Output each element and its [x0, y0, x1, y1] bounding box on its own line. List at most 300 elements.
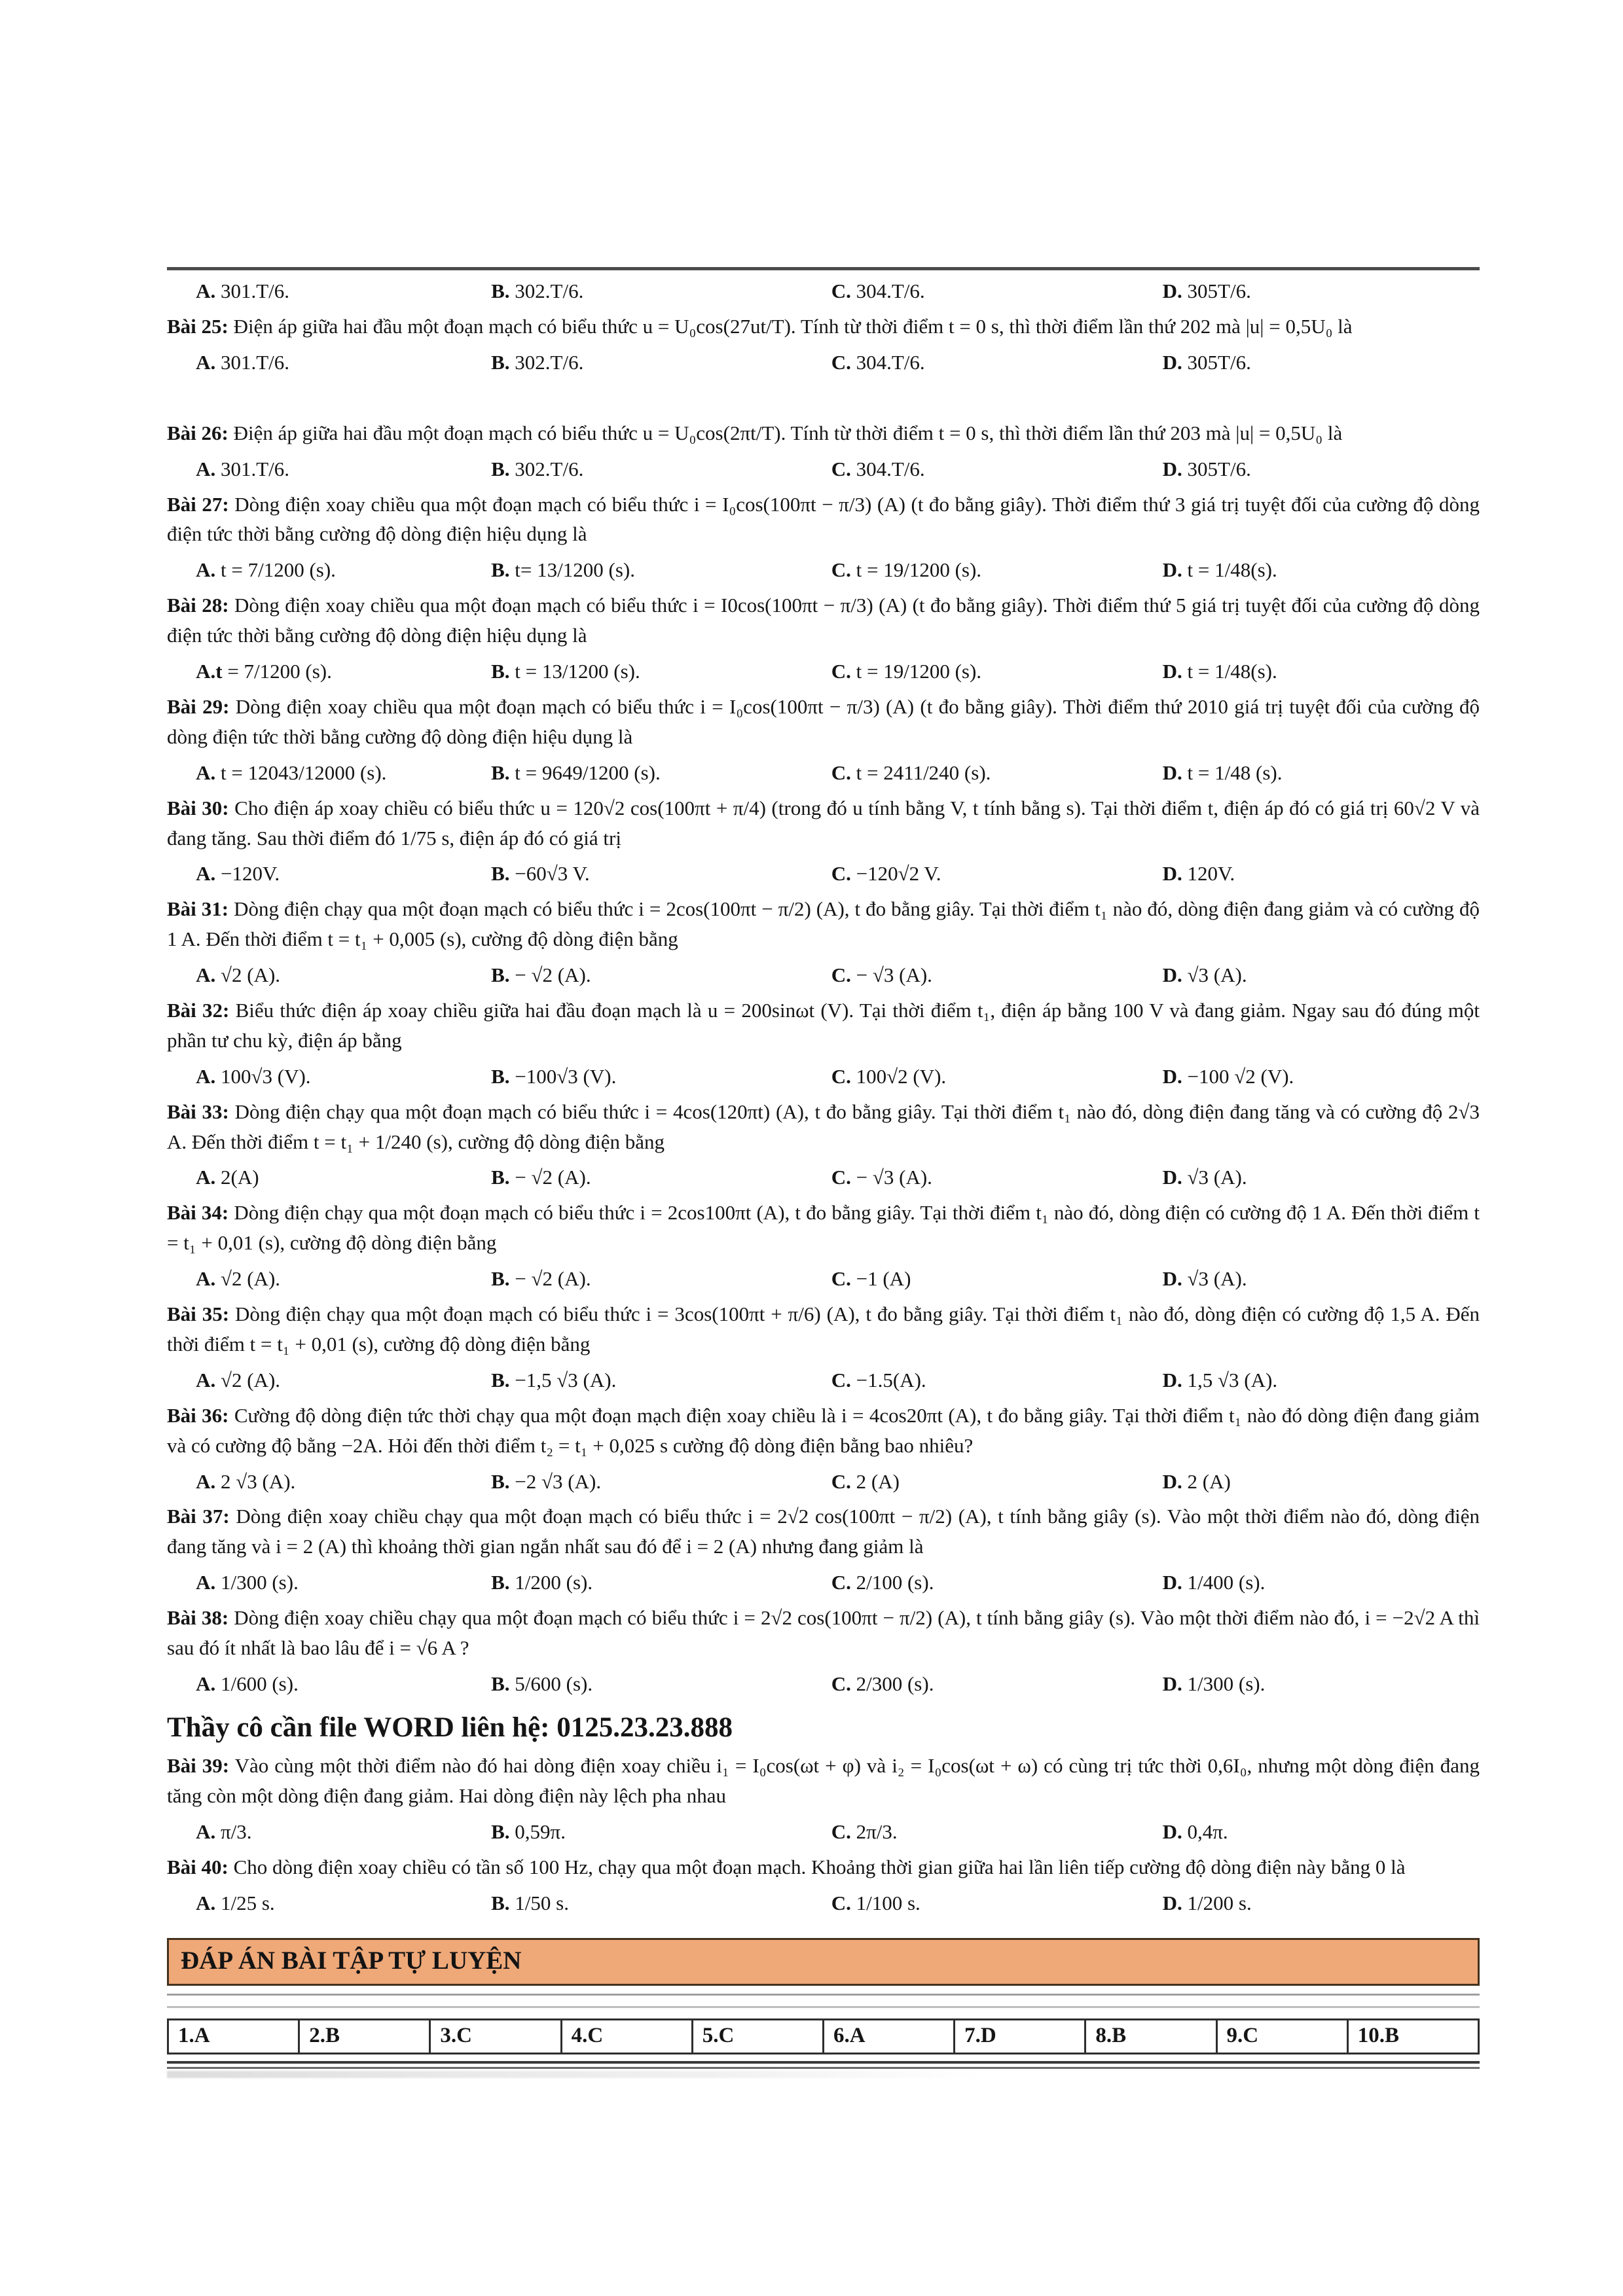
answer-options-row: [167, 1889, 1480, 1918]
option-b: [491, 1818, 831, 1847]
question-paragraph: [167, 793, 1480, 853]
option-text: 302.T/6.: [515, 457, 584, 480]
answer-options-row: [167, 1568, 1480, 1598]
option-text: √3 (A).: [1187, 1267, 1247, 1291]
question-text: Cho điện áp xoay chiều có biểu thức u = 120√2 cos(100πt + π/4) (trong đó u tính bằng V, t tính bằng s). Tại thời điểm t, điện áp đó có giá trị 60√2 V và đang tăng. Sau thời điểm đó 1/75 s, điện áp đó có giá trị: [167, 796, 1480, 850]
answer-options-row: [167, 1163, 1480, 1193]
option-text: −100 √2 (V).: [1187, 1064, 1294, 1088]
option-letter: C.: [831, 1571, 851, 1594]
question-block: [167, 1299, 1480, 1395]
option-text: 1,5 √3 (A).: [1187, 1368, 1278, 1391]
option-a: [196, 1265, 491, 1294]
option-c: [831, 1163, 1163, 1193]
question-text: Điện áp giữa hai đầu một đoạn mạch có biểu thức u = U₀cos(27ut/T). Tính từ thời điểm t = 0 s, thì thời điểm lần thứ 202 mà |u| = 0,5U₀ là: [233, 314, 1353, 338]
table-top-artifact-line: [167, 2006, 1480, 2008]
option-d: [1163, 348, 1451, 378]
option-c: [831, 277, 1163, 306]
answer-cell: 6.A: [823, 2019, 954, 2053]
question-text: Dòng điện xoay chiều qua một đoạn mạch có biểu thức i = I0cos(100πt − π/3) (A) (t đo bằng giây). Thời điểm thứ 5 giá trị tuyệt đối của cường độ dòng điện tức thời bằng cường độ dòng điện hiệu dụng là: [167, 594, 1480, 647]
questions-list-25-38: [167, 312, 1480, 1699]
option-text: 301.T/6.: [221, 457, 290, 480]
option-letter: A.: [196, 1368, 216, 1391]
answer-cell: 5.C: [692, 2019, 823, 2053]
option-c: [831, 556, 1163, 585]
option-text: 2/100 (s).: [856, 1571, 934, 1594]
option-letter: B.: [491, 1672, 510, 1695]
option-letter: A.: [196, 1064, 216, 1088]
option-letter: C.: [831, 1672, 851, 1695]
option-text: √2 (A).: [221, 1267, 281, 1291]
option-text: 1/100 s.: [856, 1891, 921, 1914]
answer-options-row: [167, 1062, 1480, 1092]
option-letter: D.: [1162, 1267, 1182, 1291]
answer-options-row: [167, 1265, 1480, 1294]
question-paragraph: [167, 1198, 1480, 1258]
option-letter: A.: [196, 761, 216, 784]
option-c: [831, 1467, 1163, 1497]
option-letter: A.t: [196, 660, 223, 683]
option-letter: D.: [1162, 1166, 1182, 1189]
option-c: [831, 759, 1163, 788]
option-a: [196, 1163, 491, 1193]
banner-shadow-line: [167, 1994, 1480, 1996]
option-a: [196, 1366, 491, 1395]
option-letter: C.: [831, 1820, 851, 1844]
option-text: −1,5 √3 (A).: [515, 1368, 617, 1391]
option-letter: B.: [491, 558, 510, 582]
option-text: 1/200 s.: [1187, 1891, 1252, 1914]
option-text: 120V.: [1187, 862, 1235, 886]
option-letter: A.: [196, 1571, 216, 1594]
answer-cell: 7.D: [955, 2019, 1085, 2053]
option-letter: D.: [1162, 1571, 1182, 1594]
option-letter: B.: [491, 1064, 510, 1088]
answer-options-row: [167, 759, 1480, 788]
question-text: Dòng điện xoay chiều chạy qua một đoạn mạch có biểu thức i = 2√2 cos(100πt − π/2) (A), t tính bằng giây (s). Vào một thời điểm nào đó, dòng điện đang tăng và i = 2 (A) thì khoảng thời gian ngắn nhất sau đó để i = 2 (A) nhưng đang giảm là: [167, 1505, 1480, 1558]
option-text: 1/50 s.: [515, 1891, 569, 1914]
option-b: [491, 961, 831, 990]
option-text: −1 (A): [856, 1267, 911, 1291]
option-text: 301.T/6.: [221, 279, 290, 302]
worksheet-page: [167, 267, 1480, 2078]
question-block: [167, 1852, 1480, 1918]
question-block: [167, 1198, 1480, 1294]
option-letter: C.: [831, 1064, 851, 1088]
option-a: [196, 759, 491, 788]
option-text: t = 19/1200 (s).: [856, 558, 982, 582]
question-block: [167, 793, 1480, 889]
question-number: Bài 37:: [167, 1505, 230, 1528]
option-text: 1/300 (s).: [1187, 1672, 1266, 1695]
option-b: [491, 1467, 831, 1497]
question-block: [167, 996, 1480, 1092]
question-block: [167, 1501, 1480, 1598]
option-text: 305T/6.: [1187, 457, 1251, 480]
option-letter: C.: [831, 1469, 851, 1493]
option-letter: C.: [831, 1166, 851, 1189]
answer-cell: 10.B: [1347, 2019, 1478, 2053]
option-d: [1163, 1265, 1451, 1294]
option-text: t = 2411/240 (s).: [856, 761, 991, 784]
question-text: Biểu thức điện áp xoay chiều giữa hai đầu đoạn mạch là u = 200sinωt (V). Tại thời điểm t₁, điện áp bằng 100 V và đang giảm. Ngay sau đó đúng một phần tư chu kỳ, điện áp bằng: [167, 999, 1480, 1052]
option-a: [196, 961, 491, 990]
option-letter: C.: [831, 1368, 851, 1391]
answer-cell: 1.A: [168, 2019, 299, 2053]
option-letter: D.: [1162, 1064, 1182, 1088]
option-a: [196, 348, 491, 378]
option-text: 301.T/6.: [221, 350, 290, 374]
question-block: [167, 894, 1480, 990]
option-c: [831, 1265, 1163, 1294]
option-c: [831, 1670, 1163, 1699]
option-letter: B.: [491, 761, 510, 784]
option-letter: A.: [196, 862, 216, 886]
option-d: [1163, 1818, 1451, 1847]
option-text: − √2 (A).: [515, 963, 591, 987]
option-c: [831, 657, 1163, 687]
option-text: 2 (A): [1187, 1469, 1231, 1493]
question-block: [167, 312, 1480, 378]
question-number: Bài 30:: [167, 796, 229, 819]
option-d: [1163, 1062, 1451, 1092]
option-text: √3 (A).: [1187, 963, 1247, 987]
option-c: [831, 1062, 1163, 1092]
question-number: Bài 28:: [167, 594, 229, 617]
option-d: [1163, 455, 1451, 484]
question-text: Dòng điện chạy qua một đoạn mạch có biểu thức i = 3cos(100πt + π/6) (A), t đo bằng giây. Tại thời điểm t₁ nào đó, dòng điện có cường độ 1,5 A. Đến thời điểm t = t₁ + 0,01 (s), cường độ dòng điện bằng: [167, 1302, 1480, 1355]
option-text: t = 19/1200 (s).: [856, 660, 982, 683]
option-text: t = 1/48(s).: [1187, 558, 1277, 582]
question-block: [167, 590, 1480, 687]
option-text: −120√2 V.: [856, 862, 941, 886]
option-d: [1163, 1568, 1451, 1598]
question-paragraph: [167, 894, 1480, 954]
question-block: [167, 1603, 1480, 1699]
option-text: 100√3 (V).: [221, 1064, 311, 1088]
option-letter: B.: [491, 1166, 510, 1189]
answer-key-banner-title: ĐÁP ÁN BÀI TẬP TỰ LUYỆN: [181, 1946, 522, 1975]
option-letter: D.: [1162, 660, 1182, 683]
answer-options-row: [167, 961, 1480, 990]
option-text: 5/600 (s).: [515, 1672, 593, 1695]
option-text: t = 1/48(s).: [1187, 660, 1277, 683]
option-letter: D.: [1162, 279, 1182, 302]
option-text: −100√3 (V).: [515, 1064, 617, 1088]
answer-options-row: [167, 1467, 1480, 1497]
option-text: 1/300 (s).: [221, 1571, 299, 1594]
answer-options-row: [167, 859, 1480, 889]
question-number: Bài 27:: [167, 492, 229, 516]
option-letter: C.: [831, 350, 851, 374]
option-letter: A.: [196, 963, 216, 987]
option-b: [491, 556, 831, 585]
question-text: Dòng điện chạy qua một đoạn mạch có biểu thức i = 2cos(100πt − π/2) (A), t đo bằng giây. Tại thời điểm t₁ nào đó, dòng điện đang giảm và có cường độ 1 A. Đến thời điểm t = t₁ + 0,005 (s), cường độ dòng điện bằng: [167, 897, 1480, 951]
bottom-divider: [167, 2061, 1480, 2069]
question-block: [167, 1097, 1480, 1193]
option-letter: A.: [196, 350, 216, 374]
option-b: [491, 277, 831, 306]
option-a: [196, 1818, 491, 1847]
option-letter: D.: [1162, 963, 1182, 987]
option-text: −60√3 V.: [515, 862, 590, 886]
option-letter: D.: [1162, 1368, 1182, 1391]
answer-options-row: [167, 455, 1480, 484]
option-text: π/3.: [221, 1820, 252, 1844]
option-text: − √3 (A).: [856, 963, 932, 987]
question-number: Bài 32:: [167, 999, 230, 1022]
question-text: Dòng điện xoay chiều qua một đoạn mạch có biểu thức i = I₀cos(100πt − π/3) (A) (t đo bằng giây). Thời điểm thứ 3 giá trị tuyệt đối của cường độ dòng điện tức thời bằng cường độ dòng điện hiệu dụng là: [167, 492, 1480, 546]
option-letter: C.: [831, 279, 851, 302]
answer-cell: 3.C: [430, 2019, 561, 2053]
option-letter: C.: [831, 1891, 851, 1914]
question-number: Bài 25:: [167, 314, 228, 338]
option-b: [491, 1568, 831, 1598]
question-paragraph: [167, 312, 1480, 342]
word-file-contact-notice: Thầy cô cần file WORD liên hệ: 0125.23.23.888: [167, 1712, 733, 1743]
answer-cell: 9.C: [1216, 2019, 1347, 2053]
question-block: [167, 490, 1480, 586]
option-text: − √2 (A).: [515, 1166, 591, 1189]
option-letter: B.: [491, 1820, 510, 1844]
option-c: [831, 961, 1163, 990]
option-text: 2(A): [221, 1166, 259, 1189]
option-a: [196, 1062, 491, 1092]
option-letter: B.: [491, 1571, 510, 1594]
option-letter: B.: [491, 279, 510, 302]
option-text: t = 7/1200 (s).: [221, 558, 336, 582]
option-d: [1163, 961, 1451, 990]
option-letter: C.: [831, 963, 851, 987]
option-d: [1163, 657, 1451, 687]
option-a: [196, 556, 491, 585]
option-letter: D.: [1162, 558, 1182, 582]
option-letter: B.: [491, 660, 510, 683]
option-letter: B.: [491, 1368, 510, 1391]
question-number: Bài 39:: [167, 1754, 230, 1778]
option-text: t = 9649/1200 (s).: [515, 761, 661, 784]
option-text: √3 (A).: [1187, 1166, 1247, 1189]
option-c: [831, 859, 1163, 889]
question-number: Bài 29:: [167, 694, 230, 718]
option-d: [1163, 859, 1451, 889]
option-text: t = 12043/12000 (s).: [221, 761, 387, 784]
option-d: [1163, 1670, 1451, 1699]
option-text: 0,4π.: [1187, 1820, 1228, 1844]
option-letter: C.: [831, 761, 851, 784]
option-letter: B.: [491, 963, 510, 987]
option-text: −120V.: [221, 862, 280, 886]
question-number: Bài 31:: [167, 897, 229, 921]
option-b: [491, 348, 831, 378]
question-block: [167, 418, 1480, 484]
option-text: 302.T/6.: [515, 279, 584, 302]
option-b: [491, 455, 831, 484]
question-number: Bài 34:: [167, 1201, 229, 1225]
option-text: 2 √3 (A).: [221, 1469, 296, 1493]
option-d: [1163, 277, 1451, 306]
option-a: [196, 1889, 491, 1918]
option-letter: B.: [491, 1267, 510, 1291]
question-text: Dòng điện xoay chiều chạy qua một đoạn mạch có biểu thức i = 2√2 cos(100πt − π/2) (A), t tính bằng giây (s). Vào một thời điểm nào đó, i = −2√2 A thì sau đó ít nhất là bao lâu để i = √6 A ?: [167, 1606, 1480, 1659]
answer-options-row: [167, 1818, 1480, 1847]
option-c: [831, 1568, 1163, 1598]
option-letter: D.: [1162, 862, 1182, 886]
question-paragraph: [167, 1751, 1480, 1811]
question-number: Bài 35:: [167, 1302, 230, 1326]
option-c: [831, 1818, 1163, 1847]
option-text: − √3 (A).: [856, 1166, 932, 1189]
option-d: [1163, 1366, 1451, 1395]
option-text: 2π/3.: [856, 1820, 898, 1844]
question-text: Cho dòng điện xoay chiều có tần số 100 Hz, chạy qua một đoạn mạch. Khoảng thời gian giữa hai lần liên tiếp cường độ dòng điện này bằng 0 là: [233, 1856, 1406, 1879]
cropped-next-row-remnant: [167, 2071, 981, 2078]
option-letter: A.: [196, 457, 216, 480]
option-letter: A.: [196, 1469, 216, 1493]
answer-options-row: [167, 657, 1480, 687]
option-text: −2 √3 (A).: [515, 1469, 602, 1493]
option-b: [491, 759, 831, 788]
option-letter: A.: [196, 1820, 216, 1844]
option-b: [491, 1265, 831, 1294]
question-text: Cường độ dòng điện tức thời chạy qua một đoạn mạch điện xoay chiều là i = 4cos20πt (A), t đo bằng giây. Tại thời điểm t₁ nào đó dòng điện đang giảm và có cường độ bằng −2A. Hỏi đến thời điểm t₂ = t₁ + 0,025 s cường độ dòng điện bằng bao nhiêu?: [167, 1403, 1480, 1457]
option-a: [196, 859, 491, 889]
option-c: [831, 455, 1163, 484]
option-text: 0,59π.: [515, 1820, 566, 1844]
option-text: 1/400 (s).: [1187, 1571, 1266, 1594]
option-text: 304.T/6.: [856, 279, 925, 302]
option-text: t = 1/48 (s).: [1187, 761, 1283, 784]
answer-key-banner: [167, 1938, 1480, 1986]
option-text: 304.T/6.: [856, 457, 925, 480]
option-letter: B.: [491, 457, 510, 480]
option-letter: D.: [1162, 761, 1182, 784]
question-paragraph: [167, 490, 1480, 550]
option-d: [1163, 1467, 1451, 1497]
question-paragraph: [167, 692, 1480, 752]
option-text: 1/25 s.: [221, 1891, 275, 1914]
option-text: t = 13/1200 (s).: [515, 660, 640, 683]
question-number: Bài 40:: [167, 1856, 228, 1879]
option-letter: B.: [491, 862, 510, 886]
option-text: −1.5(A).: [856, 1368, 926, 1391]
option-a: [196, 277, 491, 306]
option-text: 2 (A): [856, 1469, 900, 1493]
option-d: [1163, 1163, 1451, 1193]
option-b: [491, 1889, 831, 1918]
question-text: Dòng điện xoay chiều qua một đoạn mạch có biểu thức i = I₀cos(100πt − π/3) (A) (t đo bằng giây). Thời điểm thứ 2010 giá trị tuyệt đối của cường độ dòng điện tức thời bằng cường độ dòng điện hiệu dụng là: [167, 694, 1480, 748]
option-letter: C.: [831, 558, 851, 582]
option-letter: D.: [1162, 1820, 1182, 1844]
option-text: 100√2 (V).: [856, 1064, 947, 1088]
option-a: [196, 455, 491, 484]
option-letter: A.: [196, 1267, 216, 1291]
option-text: 2/300 (s).: [856, 1672, 934, 1695]
option-text: √2 (A).: [221, 963, 281, 987]
option-c: [831, 348, 1163, 378]
option-text: 1/600 (s).: [221, 1672, 299, 1695]
previous-question-options-row: [167, 277, 1480, 306]
question-number: Bài 38:: [167, 1606, 229, 1630]
question-block: [167, 1751, 1480, 1847]
option-letter: A.: [196, 1891, 216, 1914]
option-letter: C.: [831, 457, 851, 480]
question-paragraph: [167, 1603, 1480, 1663]
question-paragraph: [167, 590, 1480, 651]
answer-options-row: [167, 348, 1480, 378]
option-a: [196, 657, 491, 687]
option-text: 304.T/6.: [856, 350, 925, 374]
option-b: [491, 1366, 831, 1395]
question-block: [167, 692, 1480, 788]
option-b: [491, 1062, 831, 1092]
question-text: Vào cùng một thời điểm nào đó hai dòng điện xoay chiều i₁ = I₀cos(ωt + φ) và i₂ = I₀cos(ωt + ω) có cùng trị tức thời 0,6I₀, nhưng một dòng điện đang tăng còn một dòng điện đang giảm. Hai dòng điện này lệch pha nhau: [167, 1754, 1480, 1808]
answer-key-row: [168, 2019, 1479, 2053]
option-letter: D.: [1162, 457, 1182, 480]
question-paragraph: [167, 1299, 1480, 1359]
option-d: [1163, 1889, 1451, 1918]
option-text: 302.T/6.: [515, 350, 584, 374]
question-text: Dòng điện chạy qua một đoạn mạch có biểu thức i = 2cos100πt (A), t đo bằng giây. Tại thời điểm t₁ nào đó, dòng điện có cường độ 1 A. Đến thời điểm t = t₁ + 0,01 (s), cường độ dòng điện bằng: [167, 1201, 1480, 1255]
option-letter: A.: [196, 1166, 216, 1189]
option-c: [831, 1366, 1163, 1395]
section-divider: [167, 267, 1480, 270]
questions-list-39-40: [167, 1751, 1480, 1918]
option-b: [491, 657, 831, 687]
option-c: [831, 1889, 1163, 1918]
answer-options-row: [167, 1366, 1480, 1395]
question-number: Bài 36:: [167, 1403, 229, 1427]
question-paragraph: [167, 1401, 1480, 1461]
option-b: [491, 859, 831, 889]
option-b: [491, 1670, 831, 1699]
answer-key-table: [167, 2018, 1480, 2054]
option-letter: C.: [831, 660, 851, 683]
option-text: t= 13/1200 (s).: [515, 558, 635, 582]
answer-cell: 2.B: [299, 2019, 430, 2053]
answer-cell: 8.B: [1085, 2019, 1216, 2053]
answer-cell: 4.C: [561, 2019, 692, 2053]
question-paragraph: [167, 996, 1480, 1056]
option-letter: A.: [196, 279, 216, 302]
option-letter: D.: [1162, 1672, 1182, 1695]
question-text: Dòng điện chạy qua một đoạn mạch có biểu thức i = 4cos(120πt) (A), t đo bằng giây. Tại thời điểm t₁ nào đó, dòng điện đang tăng và có cường độ 2√3 A. Đến thời điểm t = t₁ + 1/240 (s), cường độ dòng điện bằng: [167, 1100, 1480, 1153]
option-d: [1163, 759, 1451, 788]
question-paragraph: [167, 1501, 1480, 1562]
option-letter: D.: [1162, 1891, 1182, 1914]
question-number: Bài 26:: [167, 421, 228, 444]
option-letter: A.: [196, 558, 216, 582]
option-letter: C.: [831, 862, 851, 886]
answer-options-row: [167, 556, 1480, 585]
option-b: [491, 1163, 831, 1193]
option-text: 305T/6.: [1187, 279, 1251, 302]
option-letter: A.: [196, 1672, 216, 1695]
option-a: [196, 1568, 491, 1598]
option-letter: D.: [1162, 350, 1182, 374]
question-paragraph: [167, 1097, 1480, 1157]
option-text: 305T/6.: [1187, 350, 1251, 374]
option-letter: D.: [1162, 1469, 1182, 1493]
question-paragraph: [167, 1852, 1480, 1882]
option-text: 1/200 (s).: [515, 1571, 593, 1594]
question-text: Điện áp giữa hai đầu một đoạn mạch có biểu thức u = U₀cos(2πt/T). Tính từ thời điểm t = 0 s, thì thời điểm lần thứ 203 mà |u| = 0,5U₀ là: [233, 421, 1343, 444]
option-letter: B.: [491, 350, 510, 374]
option-letter: B.: [491, 1891, 510, 1914]
option-text: √2 (A).: [221, 1368, 281, 1391]
option-a: [196, 1670, 491, 1699]
option-d: [1163, 556, 1451, 585]
question-block: [167, 1401, 1480, 1497]
